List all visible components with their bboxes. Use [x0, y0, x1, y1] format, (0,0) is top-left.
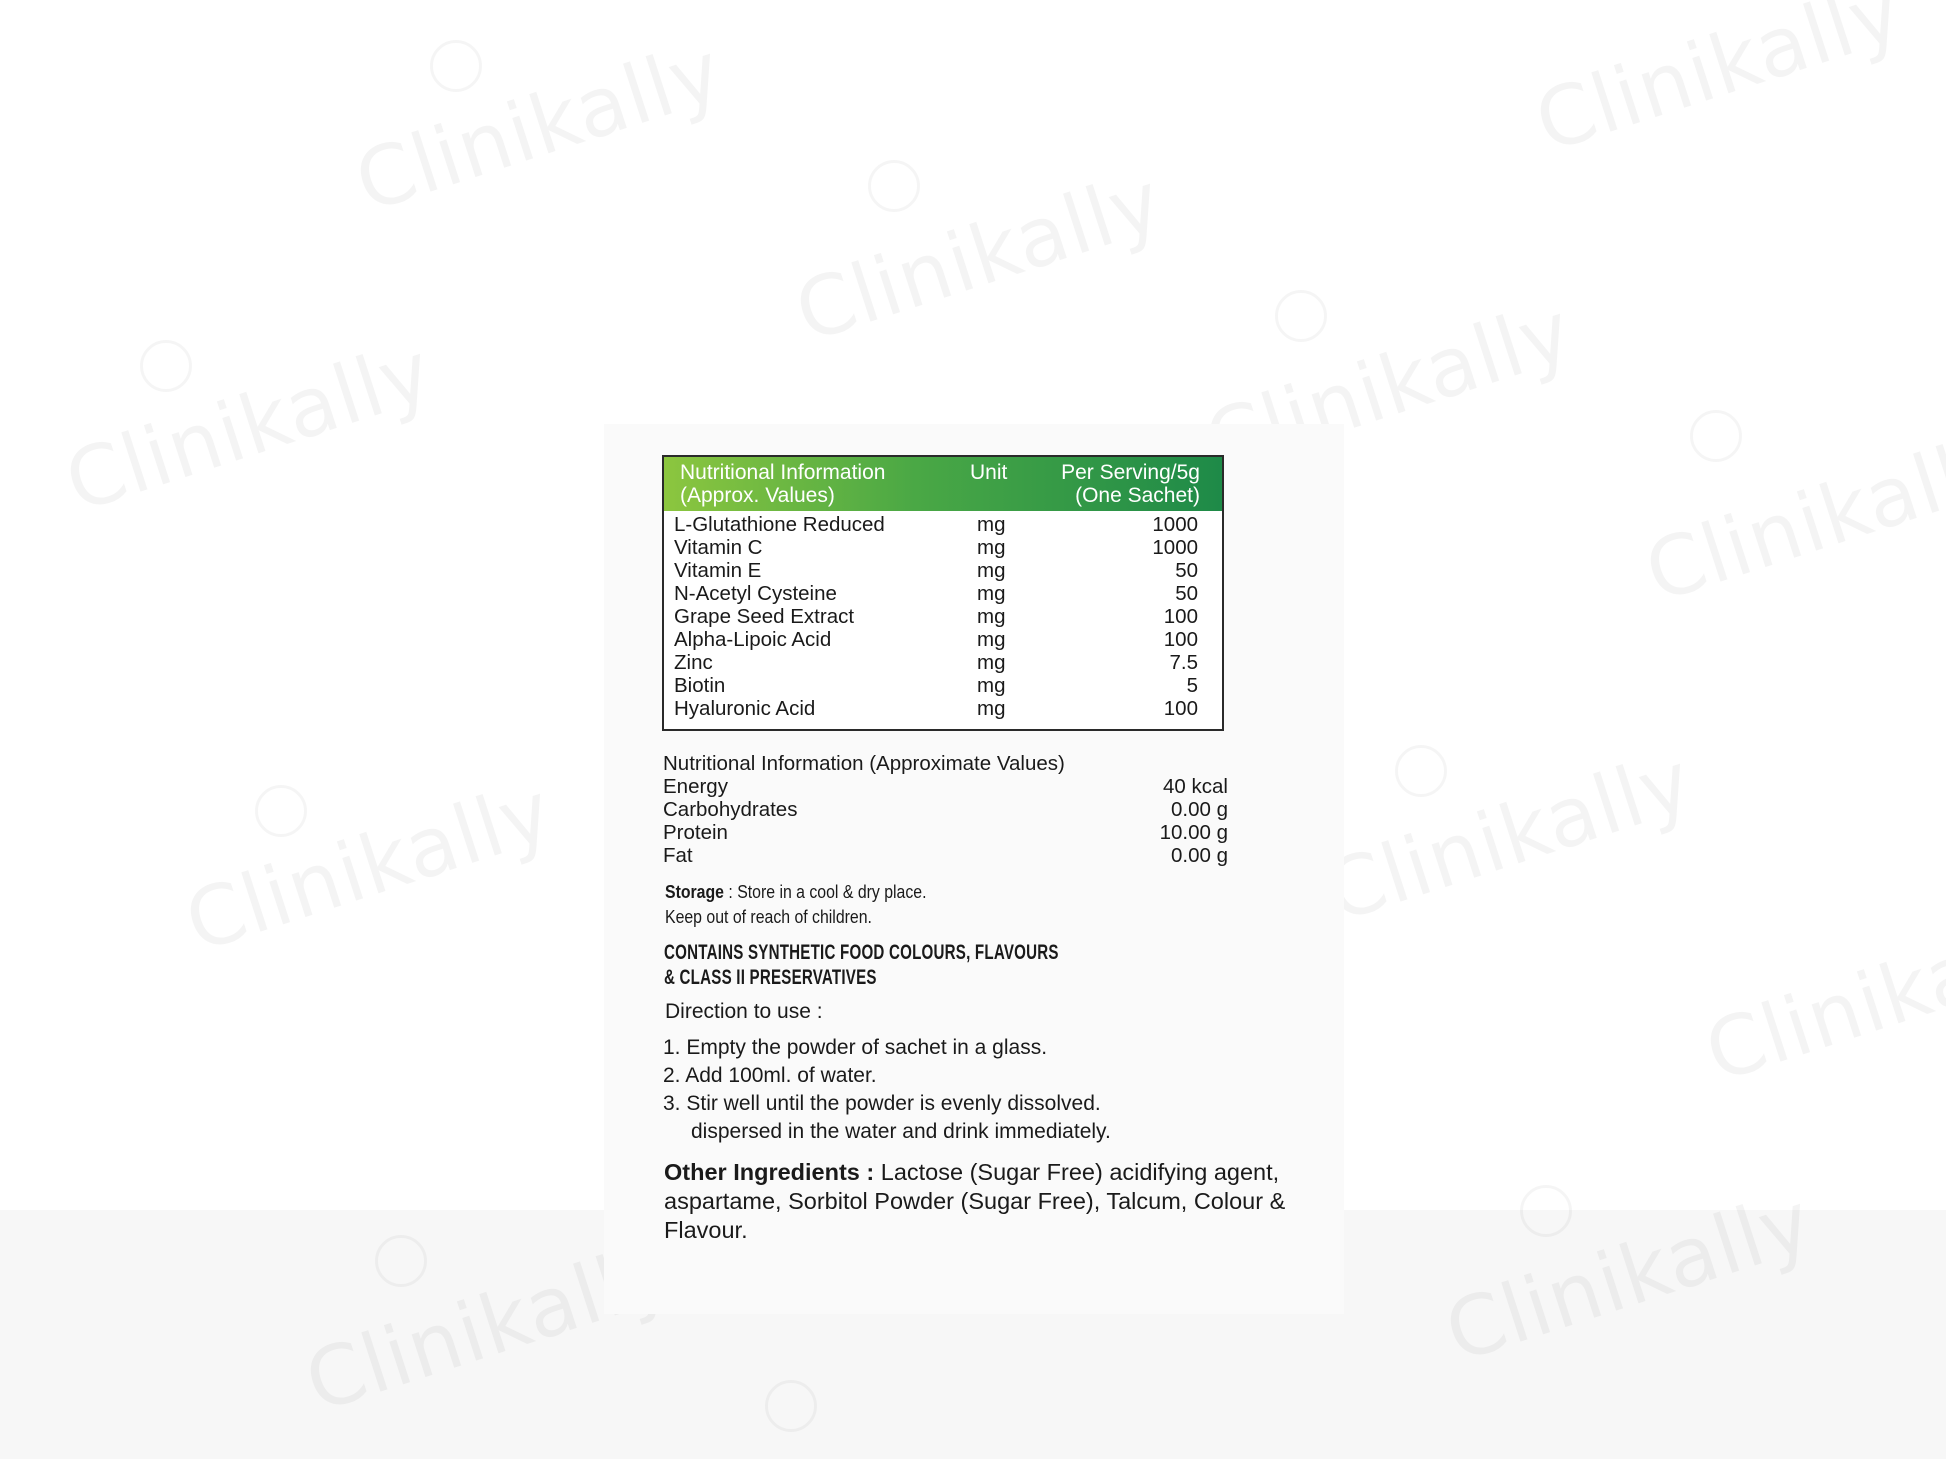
list-item — [663, 821, 1228, 844]
watermark-text — [785, 154, 1174, 361]
table-row — [664, 559, 1222, 582]
approx-name: Energy — [663, 775, 728, 798]
nutrient-unit: mg — [977, 697, 1006, 720]
watermark-logo-icon — [1395, 745, 1447, 797]
table-row — [664, 674, 1222, 697]
watermark-text — [55, 324, 444, 531]
nutrient-value: 100 — [1163, 697, 1198, 720]
nutrient-value: 1000 — [1152, 536, 1198, 559]
table-row — [664, 582, 1222, 605]
contains-line-1: CONTAINS SYNTHETIC FOOD COLOURS, FLAVOURS — [664, 941, 1059, 964]
table-row — [664, 605, 1222, 628]
table-row — [664, 513, 1222, 536]
nutrient-name: Vitamin E — [674, 559, 762, 582]
table-row — [664, 697, 1222, 720]
storage-label: Storage — [665, 882, 724, 902]
list-item: 1. Empty the powder of sachet in a glass. — [663, 1036, 1048, 1059]
list-item: 3. Stir well until the powder is evenly dissolved. — [663, 1092, 1101, 1115]
nutrient-unit: mg — [977, 559, 1006, 582]
nutrient-name: N-Acetyl Cysteine — [674, 582, 837, 605]
nutrient-value: 5 — [1186, 674, 1198, 697]
approx-value: 10.00 g — [1159, 821, 1228, 844]
nutrition-table — [662, 455, 1224, 731]
list-item-continuation: dispersed in the water and drink immediately. — [691, 1120, 1111, 1143]
storage-line — [665, 880, 926, 905]
nutrient-name: Grape Seed Extract — [674, 605, 855, 628]
watermark-logo-icon — [868, 160, 920, 212]
nutrient-value: 1000 — [1152, 513, 1198, 536]
watermark-logo-icon — [1275, 290, 1327, 342]
list-item — [663, 775, 1228, 798]
storage-section — [665, 880, 926, 930]
direction-title: Direction to use : — [665, 1000, 823, 1023]
approximate-values-section — [663, 752, 1228, 867]
contains-line-2: & CLASS II PRESERVATIVES — [664, 966, 877, 989]
approx-name: Protein — [663, 821, 728, 844]
approx-name: Fat — [663, 844, 693, 867]
watermark-logo-icon — [1690, 410, 1742, 462]
nutrition-table-header — [664, 457, 1222, 511]
watermark-text — [175, 764, 564, 971]
nutrient-value: 50 — [1175, 582, 1198, 605]
approx-value: 0.00 g — [1171, 844, 1228, 867]
nutrient-name: Vitamin C — [674, 536, 763, 559]
header-unit: Unit — [970, 461, 1008, 484]
list-item: 2. Add 100ml. of water. — [663, 1064, 877, 1087]
approx-value: 0.00 g — [1171, 798, 1228, 821]
nutrient-unit: mg — [977, 605, 1006, 628]
other-ingredients — [664, 1158, 1344, 1245]
nutrient-value: 7.5 — [1169, 651, 1198, 674]
approximate-values-title: Nutritional Information (Approximate Values) — [663, 752, 1065, 775]
nutrient-unit: mg — [977, 536, 1006, 559]
header-per-serving: Per Serving/5g (One Sachet) — [1061, 461, 1200, 507]
table-row — [664, 628, 1222, 651]
nutrient-unit: mg — [977, 628, 1006, 651]
direction-steps — [663, 1034, 1111, 1146]
nutrient-unit: mg — [977, 582, 1006, 605]
nutrient-unit: mg — [977, 651, 1006, 674]
nutrient-value: 100 — [1163, 628, 1198, 651]
list-item — [663, 798, 1228, 821]
nutrient-name: Zinc — [674, 651, 713, 674]
nutrient-name: Alpha-Lipoic Acid — [674, 628, 832, 651]
nutrient-name: L-Glutathione Reduced — [674, 513, 885, 536]
nutrient-value: 50 — [1175, 559, 1198, 582]
storage-line-2: Keep out of reach of children. — [665, 907, 872, 927]
table-row — [664, 651, 1222, 674]
watermark-text — [1525, 0, 1914, 171]
list-item — [663, 844, 1228, 867]
watermark-text — [1695, 894, 1946, 1101]
other-ingredients-label: Other Ingredients : — [664, 1159, 875, 1185]
approx-value: 40 kcal — [1163, 775, 1228, 798]
watermark-text — [1635, 414, 1946, 621]
watermark-logo-icon — [255, 785, 307, 837]
watermark-logo-icon — [430, 40, 482, 92]
other-ingredients-text: Lactose (Sugar Free) acidifying agent, aspartame, Sorbitol Powder (Sugar Free), Talcum, Colour & Flavour. — [664, 1159, 1286, 1243]
watermark-text — [345, 24, 734, 231]
table-row — [664, 536, 1222, 559]
nutrient-unit: mg — [977, 513, 1006, 536]
contains-warning — [664, 940, 1059, 990]
watermark-logo-icon — [140, 340, 192, 392]
nutrient-name: Biotin — [674, 674, 726, 697]
nutrient-value: 100 — [1163, 605, 1198, 628]
watermark-text — [1315, 734, 1704, 941]
storage-text: : Store in a cool & dry place. — [723, 882, 927, 902]
nutrient-unit: mg — [977, 674, 1006, 697]
approx-name: Carbohydrates — [663, 798, 798, 821]
nutrient-name: Hyaluronic Acid — [674, 697, 816, 720]
header-nutritional-information: Nutritional Information (Approx. Values) — [680, 461, 886, 507]
